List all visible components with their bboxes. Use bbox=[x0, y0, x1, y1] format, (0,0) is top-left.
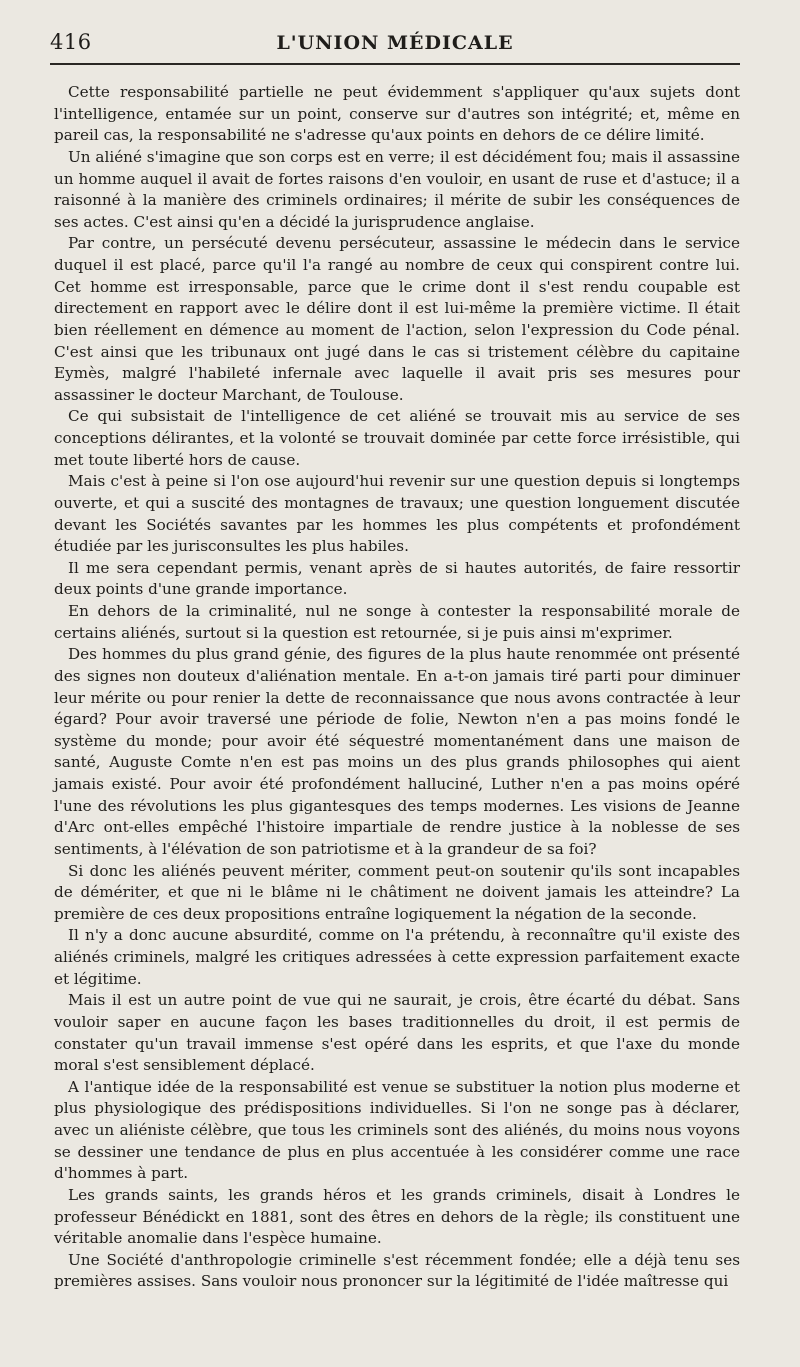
paragraph: Ce qui subsistait de l'intelligence de cet aliéné se trouvait mis au service de ses conceptions délirantes, et la volonté se trouvait dominée par cette force irrésistible, qui met toute liberté hors de cause. bbox=[54, 407, 740, 469]
paragraph: A l'antique idée de la responsabilité est venue se substituer la notion plus moderne et plus physiologique des prédispositions individuelles. Si l'on ne songe pas à déclarer, avec un aliéniste célèbre, que tous les criminels sont des aliénés, du moins nous voyons se dessiner une tendance de plus en plus accentuée à les considérer comme une race d'hommes à part. bbox=[54, 1077, 740, 1183]
paragraph: En dehors de la criminalité, nul ne songe à contester la responsabilité morale de certains aliénés, surtout si la question est retournée, si je puis ainsi m'exprimer. bbox=[54, 602, 740, 642]
paragraph: Des hommes du plus grand génie, des figures de la plus haute renommée ont présenté des signes non douteux d'aliénation mentale. En a-t-on jamais tiré parti pour diminuer leur mérite ou pour renier la dette de reconnaissance que nous avons contractée à leur égard? Pour avoir traversé une période de folie, Newton n'en a pas moins fondé le système du monde; pour avoir été séquestré momentanément dans une maison de santé, Auguste Comte n'en est pas moins un des plus grands philosophes qui aient jamais existé. Pour avoir été profondément halluciné, Luther n'en a pas moins opéré l'une des révolutions les plus gigantesques des temps modernes. Les visions de Jeanne d'Arc ont-elles empêché l'histoire impartiale de rendre justice à la noblesse de ses sentiments, à l'élévation de son patriotisme et à la grandeur de sa foi? bbox=[54, 645, 740, 858]
paragraph: Mais il est un autre point de vue qui ne saurait, je crois, être écarté du débat. Sans vouloir saper en aucune façon les bases traditionnelles du droit, il est permis de constater qu'un travail immense s'est opéré dans les esprits, et que l'axe du monde moral s'est sensiblement déplacé. bbox=[54, 991, 740, 1075]
paragraph: Il n'y a donc aucune absurdité, comme on l'a prétendu, à reconnaître qu'il existe des aliénés criminels, malgré les critiques adressées à cette expression parfaitement exacte et légitime. bbox=[54, 926, 740, 988]
paragraph: Un aliéné s'imagine que son corps est en verre; il est décidément fou; mais il assassine un homme auquel il avait de fortes raisons d'en vouloir, en usant de ruse et d'astuce; il a raisonné à la manière des criminels ordinaires; il mérite de subir les conséquences de ses actes. C'est ainsi qu'en a décidé la jurisprudence anglaise. bbox=[54, 147, 740, 231]
page-number: 416 bbox=[50, 30, 92, 54]
paragraph: Une Société d'anthropologie criminelle s'est récemment fondée; elle a déjà tenu ses premières assises. Sans vouloir nous prononcer sur la légitimité de l'idée maîtresse qui bbox=[54, 1250, 740, 1291]
body-text bbox=[54, 82, 740, 1293]
paragraph: Si donc les aliénés peuvent mériter, comment peut-on soutenir qu'ils sont incapables de démériter, et que ni le blâme ni le châtiment ne doivent jamais les atteindre? La première de ces deux propositions entraîne logiquement la négation de la seconde. bbox=[54, 861, 740, 923]
page-header bbox=[50, 28, 740, 58]
running-title: L'UNION MÉDICALE bbox=[276, 32, 514, 54]
paragraph: Les grands saints, les grands héros et les grands criminels, disait à Londres le professeur Bénédickt en 1881, sont des êtres en dehors de la règle; ils constituent une véritable anomalie dans l'espèce humaine. bbox=[54, 1185, 740, 1248]
paragraph: Par contre, un persécuté devenu persécuteur, assassine le médecin dans le service duquel il est placé, parce qu'il l'a rangé au nombre de ceux qui conspirent contre lui. Cet homme est irresponsable, parce que le crime dont il s'est rendu coupable est directement en rapport avec le délire dont il est lui-même la première victime. Il était bien réellement en démence au moment de l'action, selon l'expression du Code pénal. C'est ainsi que les tribunaux ont jugé dans le cas si tristement célèbre du capitaine Eymès, malgré l'habileté infernale avec laquelle il avait pris ses mesures pour assassiner le docteur Marchant, de Toulouse. bbox=[54, 234, 740, 404]
paragraph: Mais c'est à peine si l'on ose aujourd'hui revenir sur une question depuis si longtemps ouverte, et qui a suscité des montagnes de travaux; une question longuement discutée devant les Sociétés savantes par les hommes les plus compétents et profondément étudiée par les jurisconsultes les plus habiles. bbox=[54, 472, 740, 556]
paragraph: Il me sera cependant permis, venant après de si hautes autorités, de faire ressortir deux points d'une grande importance. bbox=[54, 558, 740, 599]
paragraph: Cette responsabilité partielle ne peut évidemment s'appliquer qu'aux sujets dont l'intelligence, entamée sur un point, conserve sur d'autres son intégrité; et, même en pareil cas, la responsabilité ne s'adresse qu'aux points en dehors de ce délire limité. bbox=[54, 83, 740, 145]
header-rule bbox=[50, 63, 740, 65]
